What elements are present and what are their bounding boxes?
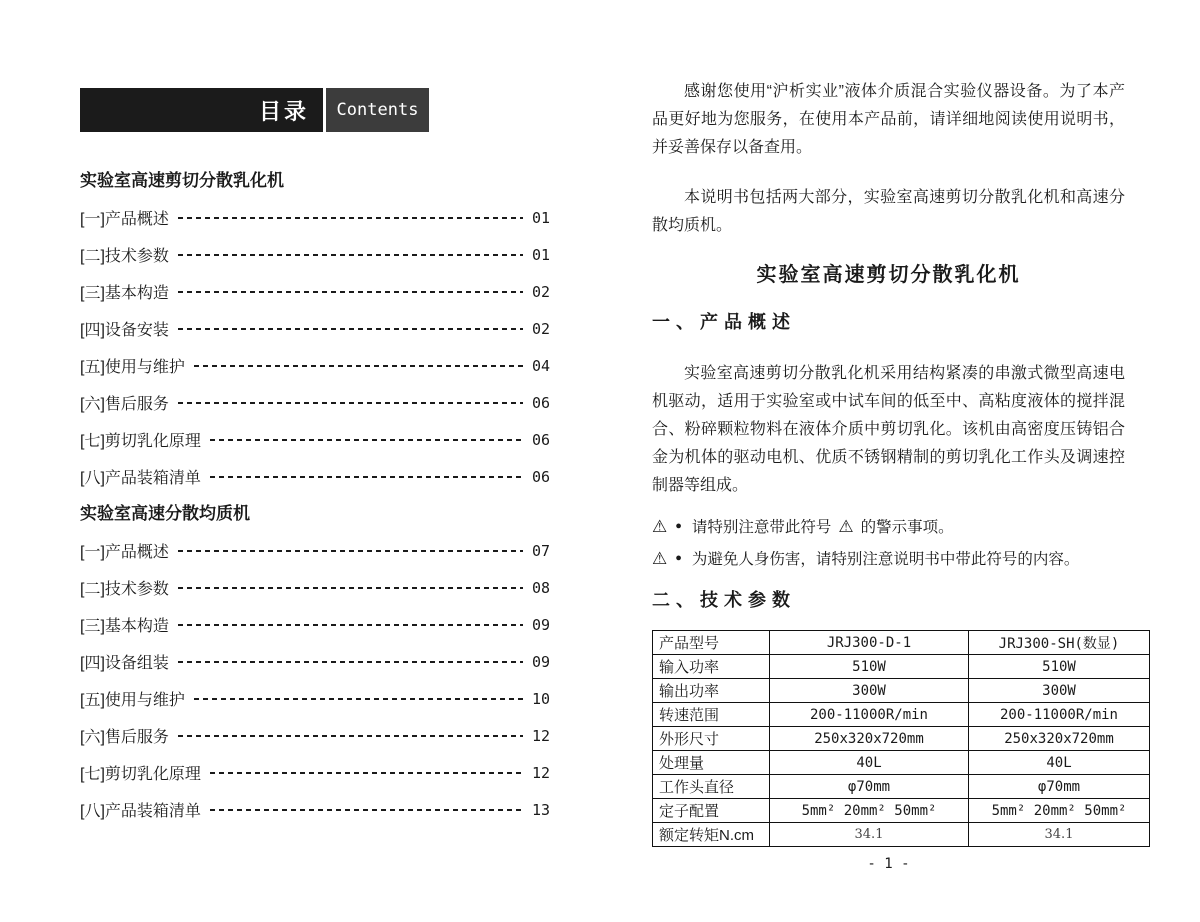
- table-row-label: 转速范围: [653, 703, 770, 727]
- table-cell: 200-11000R/min: [969, 703, 1150, 727]
- bullet-icon: ●: [675, 519, 682, 532]
- toc-leader-line: [210, 439, 523, 441]
- toc-entry-label: [六]售后服务: [80, 396, 169, 413]
- toc-entry-label: [七]剪切乳化原理: [80, 766, 201, 783]
- table-row-label: 额定转矩N.cm: [653, 823, 770, 847]
- toc-leader-line: [178, 217, 523, 219]
- table-header-row: [653, 631, 1150, 655]
- toc-entry-label: [四]设备组装: [80, 655, 169, 672]
- content-column: [652, 78, 1125, 847]
- table-cell: 5mm² 20mm² 50mm²: [969, 799, 1150, 823]
- section-1-heading: 一、产品概述: [652, 312, 796, 332]
- table-header-cell: JRJ300-D-1: [770, 631, 969, 655]
- toc-entry: [80, 458, 550, 495]
- toc-entry: [80, 643, 550, 680]
- toc-entry-label: [一]产品概述: [80, 544, 169, 561]
- toc-entry-label: [五]使用与维护: [80, 692, 185, 709]
- toc-entry-label: [七]剪切乳化原理: [80, 433, 201, 450]
- toc-title-english: Contents: [326, 88, 429, 132]
- toc-leader-line: [178, 550, 523, 552]
- warning-note-1: [652, 510, 1125, 542]
- toc-entry: [80, 532, 550, 569]
- table-row: [653, 775, 1150, 799]
- table-cell: 40L: [770, 751, 969, 775]
- table-row-label: 输入功率: [653, 655, 770, 679]
- toc-page-number: 07: [531, 541, 550, 560]
- toc-page-number: 02: [531, 282, 550, 301]
- bullet-icon: ●: [675, 551, 682, 564]
- table-cell: φ70mm: [969, 775, 1150, 799]
- table-cell: 250x320x720mm: [770, 727, 969, 751]
- toc-entry: [80, 384, 550, 421]
- toc-page-number: 13: [531, 800, 550, 819]
- toc-leader-line: [178, 735, 523, 737]
- toc-leader-line: [210, 809, 523, 811]
- toc-entry: [80, 791, 550, 828]
- warning-text: 的警示事项。: [860, 519, 954, 536]
- toc-entry-label: [四]设备安装: [80, 322, 169, 339]
- warning-note-2: [652, 542, 1125, 574]
- toc-section-1-heading: 实验室高速剪切分散乳化机: [80, 171, 284, 190]
- toc-section-1-list: [80, 199, 550, 495]
- technical-parameters-table: [652, 630, 1150, 847]
- section-2-heading: 二、技术参数: [652, 590, 796, 610]
- toc-page-number: 01: [531, 245, 550, 264]
- toc-entry: [80, 569, 550, 606]
- table-row: [653, 799, 1150, 823]
- toc-header: [80, 88, 550, 132]
- toc-entry-label: [五]使用与维护: [80, 359, 185, 376]
- toc-entry: [80, 606, 550, 643]
- table-cell: φ70mm: [770, 775, 969, 799]
- toc-leader-line: [194, 698, 523, 700]
- toc-leader-line: [178, 254, 523, 256]
- table-cell: 5mm² 20mm² 50mm²: [770, 799, 969, 823]
- table-row: [653, 679, 1150, 703]
- warning-icon: ⚠: [838, 516, 854, 536]
- table-cell: 40L: [969, 751, 1150, 775]
- toc-entry: [80, 199, 550, 236]
- table-cell: 34.1: [969, 823, 1150, 847]
- table-row: [653, 823, 1150, 847]
- table-row-label: 输出功率: [653, 679, 770, 703]
- toc-page-number: 02: [531, 319, 550, 338]
- toc-page-number: 12: [531, 726, 550, 745]
- table-cell: 510W: [770, 655, 969, 679]
- section-1-paragraph: 实验室高速剪切分散乳化机采用结构紧凑的串激式微型高速电机驱动，适用于实验室或中试车间的低至中、高粘度液体的搅拌混合、粉碎颗粒物料在液体介质中剪切乳化。该机由高密度压铸铝合金为机体的驱动电机、优质不锈钢精制的剪切乳化工作头及调速控制器等组成。: [652, 365, 1125, 494]
- toc-leader-line: [194, 365, 523, 367]
- toc-leader-line: [210, 772, 523, 774]
- toc-entry: [80, 310, 550, 347]
- toc-leader-line: [210, 476, 523, 478]
- toc-section-2-heading: 实验室高速分散均质机: [80, 504, 250, 523]
- table-row: [653, 655, 1150, 679]
- toc-page-number: 06: [531, 430, 550, 449]
- toc-entry-label: [八]产品装箱清单: [80, 803, 201, 820]
- toc-leader-line: [178, 624, 523, 626]
- toc-leader-line: [178, 661, 523, 663]
- toc-leader-line: [178, 587, 523, 589]
- toc-entry-label: [八]产品装箱清单: [80, 470, 201, 487]
- table-row-label: 处理量: [653, 751, 770, 775]
- toc-leader-line: [178, 402, 523, 404]
- table-row: [653, 727, 1150, 751]
- toc-page-number: 01: [531, 208, 550, 227]
- table-row-label: 定子配置: [653, 799, 770, 823]
- intro-paragraph-1: 感谢您使用“沪析实业”液体介质混合实验仪器设备。为了本产品更好地为您服务，在使用本产品前，请详细地阅读使用说明书，并妥善保存以备查用。: [652, 83, 1125, 156]
- table-cell: 510W: [969, 655, 1150, 679]
- toc-section-2-list: [80, 532, 550, 828]
- table-header-cell: JRJ300-SH(数显): [969, 631, 1150, 655]
- toc-page-number: 10: [531, 689, 550, 708]
- toc-page-number: 08: [531, 578, 550, 597]
- toc-entry: [80, 347, 550, 384]
- toc-title: 目录: [80, 88, 323, 132]
- table-of-contents: [80, 88, 550, 828]
- table-row-label: 外形尺寸: [653, 727, 770, 751]
- toc-entry-label: [三]基本构造: [80, 618, 169, 635]
- toc-entry: [80, 680, 550, 717]
- page-number-footer: - 1 -: [867, 856, 910, 872]
- intro-paragraph-2: 本说明书包括两大部分，实验室高速剪切分散乳化机和高速分散均质机。: [652, 189, 1125, 234]
- toc-page-number: 09: [531, 615, 550, 634]
- toc-entry: [80, 717, 550, 754]
- table-header-cell: 产品型号: [653, 631, 770, 655]
- table-row: [653, 751, 1150, 775]
- table-cell: 300W: [770, 679, 969, 703]
- toc-entry-label: [三]基本构造: [80, 285, 169, 302]
- warning-text: 请特别注意带此符号: [691, 519, 832, 536]
- table-cell: 250x320x720mm: [969, 727, 1150, 751]
- toc-entry-label: [一]产品概述: [80, 211, 169, 228]
- warning-text: 为避免人身伤害，请特别注意说明书中带此符号的内容。: [691, 551, 1080, 568]
- toc-entry: [80, 273, 550, 310]
- toc-page-number: 12: [531, 763, 550, 782]
- toc-page-number: 06: [531, 393, 550, 412]
- table-row: [653, 703, 1150, 727]
- toc-entry: [80, 421, 550, 458]
- toc-entry: [80, 236, 550, 273]
- toc-entry-label: [二]技术参数: [80, 248, 169, 265]
- table-cell: 300W: [969, 679, 1150, 703]
- table-cell: 34.1: [770, 823, 969, 847]
- toc-leader-line: [178, 328, 523, 330]
- toc-page-number: 06: [531, 467, 550, 486]
- toc-entry: [80, 754, 550, 791]
- warning-icon: ⚠: [652, 548, 668, 568]
- toc-leader-line: [178, 291, 523, 293]
- toc-page-number: 09: [531, 652, 550, 671]
- document-title: 实验室高速剪切分散乳化机: [756, 264, 1021, 286]
- toc-entry-label: [六]售后服务: [80, 729, 169, 746]
- warning-icon: ⚠: [652, 516, 668, 536]
- warning-notes: [652, 510, 1125, 574]
- toc-page-number: 04: [531, 356, 550, 375]
- toc-entry-label: [二]技术参数: [80, 581, 169, 598]
- table-cell: 200-11000R/min: [770, 703, 969, 727]
- table-row-label: 工作头直径: [653, 775, 770, 799]
